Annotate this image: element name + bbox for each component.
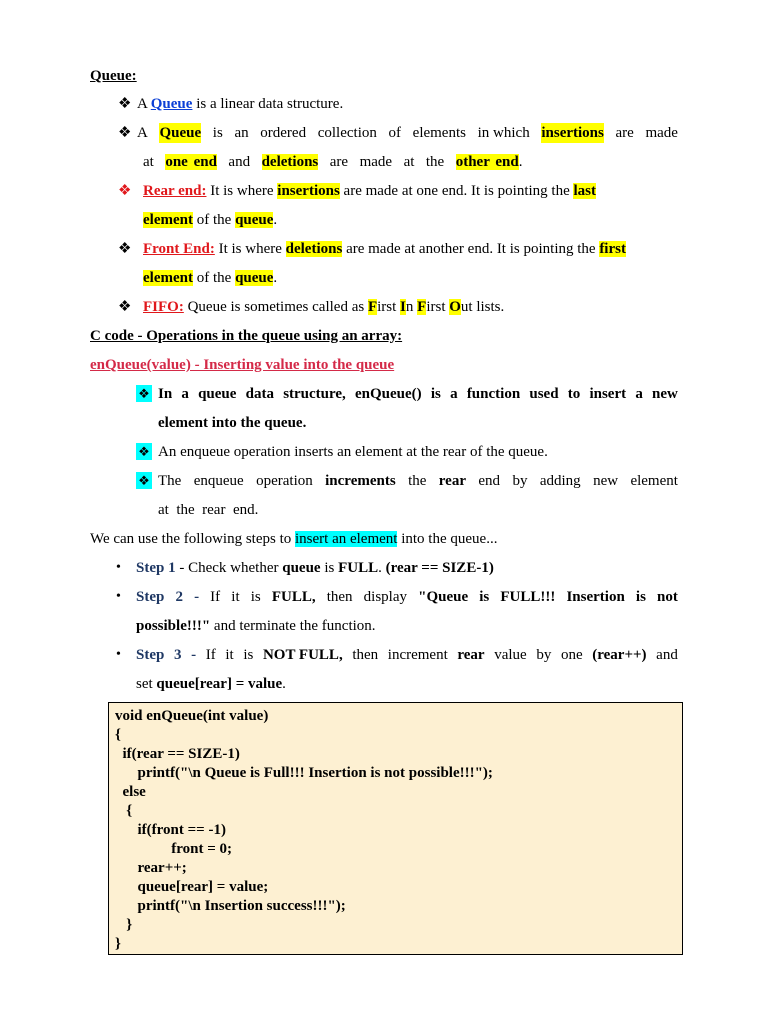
enqueue-point-3-line1: The enqueue operation increments the rear end by adding new element bbox=[158, 473, 678, 489]
bullet-rear-end-line1: Rear end: It is where insertions are made at one end. It is pointing the last bbox=[143, 183, 596, 199]
code-line: else bbox=[115, 784, 146, 800]
step-3-line1: Step 3 - If it is NOT FULL, then increment rear value by one (rear++) and bbox=[136, 647, 678, 663]
diamond-bullet-icon: ❖ bbox=[118, 299, 132, 315]
enqueue-point-3-line2: at the rear end. bbox=[158, 502, 259, 518]
bullet-queue-definition: A Queue is a linear data structure. bbox=[137, 96, 344, 112]
section-heading: C code - Operations in the queue using an array: bbox=[90, 328, 403, 344]
diamond-bullet-icon: ❖ bbox=[136, 443, 152, 460]
bullet-dot-icon: • bbox=[116, 589, 121, 604]
bullet-front-end-line2: element of the queue. bbox=[143, 270, 278, 286]
page-title: Queue: bbox=[90, 68, 137, 84]
step-1: Step 1 - Check whether queue is FULL. (rear == SIZE-1) bbox=[136, 560, 494, 576]
enqueue-point-2: An enqueue operation inserts an element at the rear of the queue. bbox=[158, 444, 548, 460]
step-2-line1: Step 2 - If it is FULL, then display "Queue is FULL!!! Insertion is not bbox=[136, 589, 678, 605]
diamond-bullet-icon: ❖ bbox=[118, 96, 132, 112]
bullet-rear-end-line2: element of the queue. bbox=[143, 212, 278, 228]
enqueue-point-1-line1: In a queue data structure, enQueue() is a function used to insert a new bbox=[158, 386, 678, 402]
code-block bbox=[108, 702, 683, 955]
code-line: if(rear == SIZE-1) bbox=[115, 746, 240, 762]
diamond-bullet-icon: ❖ bbox=[118, 183, 132, 199]
step-2-line2: possible!!!" and terminate the function. bbox=[136, 618, 376, 634]
diamond-bullet-icon: ❖ bbox=[136, 472, 152, 489]
bullet-front-end-line1: Front End: It is where deletions are made at another end. It is pointing the first bbox=[143, 241, 626, 257]
diamond-bullet-icon: ❖ bbox=[118, 125, 132, 141]
code-line: queue[rear] = value; bbox=[115, 879, 269, 895]
code-line: if(front == -1) bbox=[115, 822, 226, 838]
bullet-ordered-collection-line2: at one end and deletions are made at the other end. bbox=[143, 154, 523, 170]
enqueue-subheading: enQueue(value) - Inserting value into the queue bbox=[90, 357, 395, 373]
enqueue-point-1-line2: element into the queue. bbox=[158, 415, 307, 431]
code-line: { bbox=[115, 727, 121, 743]
diamond-bullet-icon: ❖ bbox=[136, 385, 152, 402]
code-line: printf("\n Insertion success!!!"); bbox=[115, 898, 346, 914]
bullet-dot-icon: • bbox=[116, 560, 121, 575]
code-line: { bbox=[115, 803, 133, 819]
steps-intro: We can use the following steps to insert an element into the queue... bbox=[90, 531, 498, 547]
code-line: front = 0; bbox=[115, 841, 233, 857]
diamond-bullet-icon: ❖ bbox=[118, 241, 132, 257]
bullet-fifo: FIFO: Queue is sometimes called as First In First Out lists. bbox=[143, 299, 505, 315]
code-line: rear++; bbox=[115, 860, 187, 876]
code-line: } bbox=[115, 936, 121, 952]
code-line: } bbox=[115, 917, 133, 933]
bullet-dot-icon: • bbox=[116, 647, 121, 662]
code-line: printf("\n Queue is Full!!! Insertion is not possible!!!"); bbox=[115, 765, 493, 781]
term-queue-link: Queue bbox=[150, 96, 193, 112]
code-line: void enQueue(int value) bbox=[115, 708, 269, 724]
bullet-ordered-collection-line1: A Queue is an ordered collection of elements in which insertions are made bbox=[137, 125, 678, 141]
step-3-line2: set queue[rear] = value. bbox=[136, 676, 286, 692]
